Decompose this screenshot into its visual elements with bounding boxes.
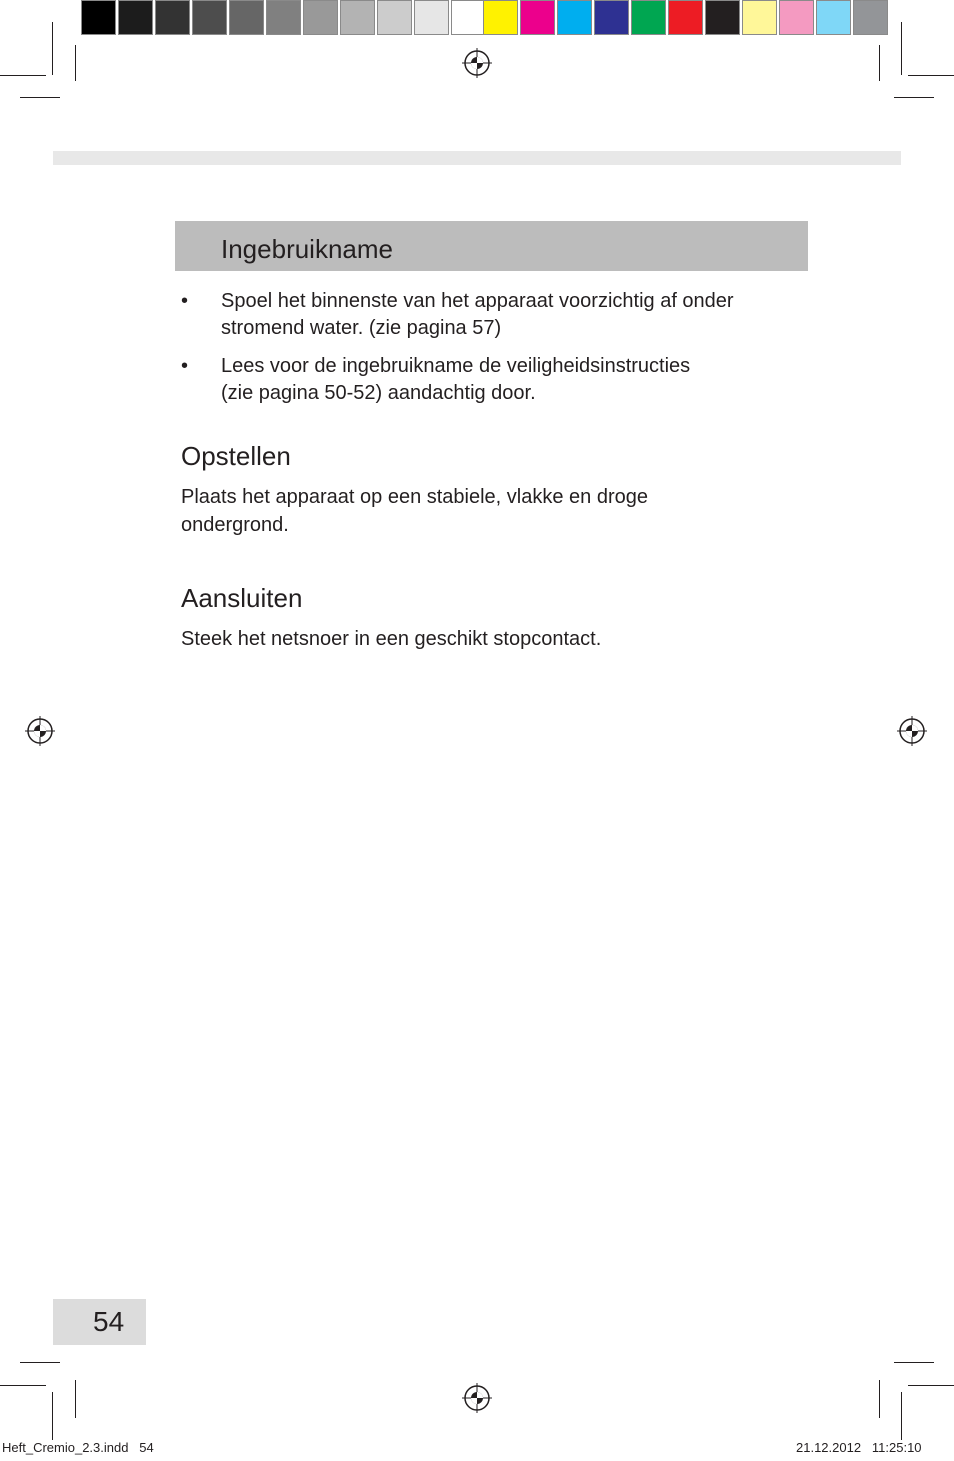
bullet-symbol: • [181,290,189,312]
section-title: Ingebruikname [221,234,393,264]
heading-aansluiten: Aansluiten [181,583,303,613]
color-swatch [451,0,486,35]
process-color-bar [483,0,890,37]
color-swatch [192,0,227,35]
crop-mark [879,45,880,81]
registration-mark-icon [462,48,492,78]
bullet-item [221,288,821,342]
color-swatch [155,0,190,35]
registration-mark-icon [897,716,927,746]
crop-mark [0,1385,46,1386]
page-number: 54 [93,1306,125,1337]
paragraph-opstellen [181,483,781,539]
registration-mark-icon [462,1383,492,1413]
crop-mark [52,1392,53,1440]
color-swatch [377,0,412,35]
color-swatch [520,0,555,35]
crop-mark [52,22,53,75]
paragraph-line: Plaats het apparaat op een stabiele, vlakke en droge [181,486,648,508]
bullet-item [221,353,821,407]
color-swatch [742,0,777,35]
paragraph-line: ondergrond. [181,514,289,536]
color-swatch [81,0,116,35]
header-band [53,151,901,165]
color-swatch [340,0,375,35]
crop-mark [879,1380,880,1418]
crop-mark [0,75,46,76]
bullet-line: stromend water. (zie pagina 57) [221,317,502,339]
bullet-symbol: • [181,355,189,377]
color-swatch [816,0,851,35]
crop-mark [75,45,76,81]
color-swatch [668,0,703,35]
color-swatch [853,0,888,35]
color-swatch [557,0,592,35]
color-swatch [631,0,666,35]
color-swatch [594,0,629,35]
bullet-line: Lees voor de ingebruikname de veiligheidsinstructies [221,355,691,377]
paragraph-aansluiten: Steek het netsnoer in een geschikt stopcontact. [181,628,602,650]
gray-color-bar [81,0,488,37]
color-swatch [779,0,814,35]
slug-datetime: 21.12.2012 11:25:10 [796,1440,922,1455]
color-swatch [414,0,449,35]
bullet-line: (zie pagina 50-52) aandachtig door. [221,382,536,404]
color-swatch [705,0,740,35]
crop-mark [908,1385,954,1386]
heading-opstellen: Opstellen [181,441,291,471]
color-swatch [303,0,338,35]
color-swatch [118,0,153,35]
crop-mark [901,22,902,75]
slug-file: Heft_Cremio_2.3.indd 54 [2,1440,154,1455]
color-swatch [266,0,301,35]
crop-mark [894,97,934,98]
bullet-line: Spoel het binnenste van het apparaat voorzichtig af onder [221,290,734,312]
crop-mark [20,1362,60,1363]
crop-mark [894,1362,934,1363]
crop-mark [20,97,60,98]
registration-mark-icon [25,716,55,746]
crop-mark [901,1392,902,1440]
crop-mark [908,75,954,76]
color-swatch [229,0,264,35]
crop-mark [75,1380,76,1418]
color-swatch [483,0,518,35]
